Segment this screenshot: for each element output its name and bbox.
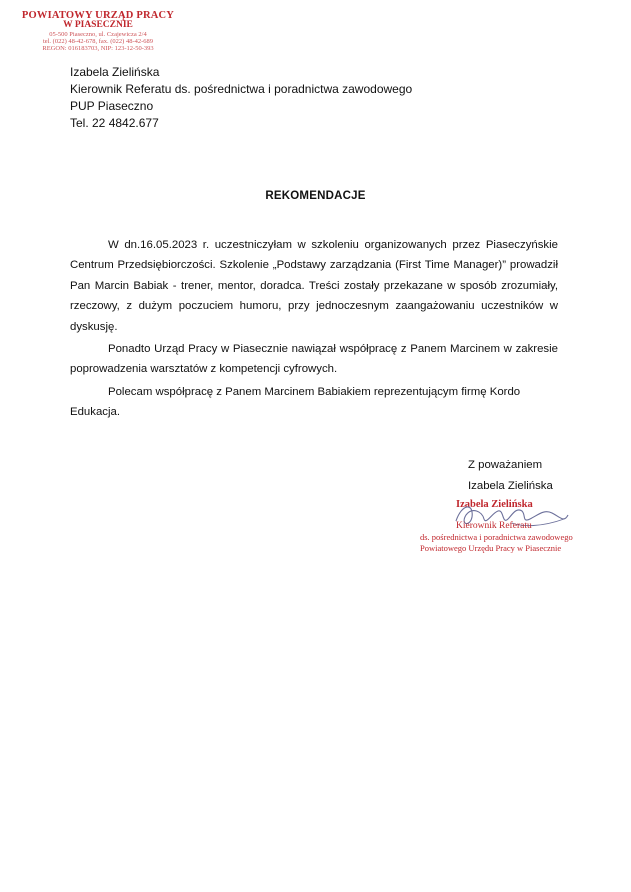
office-header-stamp — [18, 10, 178, 52]
stamp-line-address: 05-500 Piaseczno, ul. Czajewicza 2/4 — [49, 30, 147, 38]
closing-name: Izabela Zielińska — [468, 479, 553, 492]
stamp-line-office: POWIATOWY URZĄD PRACY — [21, 10, 175, 21]
sender-office: PUP Piaseczno — [70, 99, 154, 113]
letter-body — [70, 235, 558, 425]
signature-stamp-dept: ds. pośrednictwa i poradnictwa zawodowego — [420, 532, 573, 542]
letter-title: REKOMENDACJE — [265, 190, 366, 202]
sender-name: Izabela Zielińska — [70, 65, 160, 79]
sender-phone: Tel. 22 4842.677 — [70, 116, 159, 130]
stamp-line-city: W PIASECZNIE — [63, 20, 133, 31]
signature-stamp-office: Powiatowego Urzędu Pracy w Piasecznie — [420, 543, 562, 553]
stamp-line-phone: tel. (022) 48-42-678, fax. (022) 48-42-689 — [42, 37, 154, 45]
paragraph-1: W dn.16.05.2023 r. uczestniczyłam w szkoleniu organizowanych przez Piaseczyńskie Centrum Przedsiębiorczości. Szkolenie „Podstawy zarządzania (First Time Manager)” prowadził Pan Marcin Babiak - trener, mentor, doradca. Treści zostały przekazane w sposób zrozumiały, rzeczowy, z dużym poczuciem humoru, przy jednoczesnym zaangażowaniu uczestników w dyskusję. — [70, 239, 558, 333]
closing-greeting: Z poważaniem — [468, 459, 543, 471]
stamp-line-regon: REGON: 016183703, NIP: 123-12-50-393 — [42, 44, 154, 52]
signature-stamp — [416, 497, 576, 557]
closing-block — [468, 455, 553, 496]
paragraph-3: Polecam współpracę z Panem Marcinem Babiakiem reprezentującym firmę Kordo Edukacja. — [70, 385, 521, 419]
signature-stamp-role: Kierownik Referatu — [456, 521, 532, 531]
paragraph-2: Ponadto Urząd Pracy w Piasecznie nawiązał współpracę z Panem Marcinem w zakresie poprowadzenia warsztatów z kompetencji cyfrowych. — [70, 343, 558, 376]
sender-position: Kierownik Referatu ds. pośrednictwa i poradnictwa zawodowego — [70, 82, 413, 96]
sender-block — [70, 64, 412, 132]
signature-stamp-name: Izabela Zielińska — [456, 499, 533, 510]
